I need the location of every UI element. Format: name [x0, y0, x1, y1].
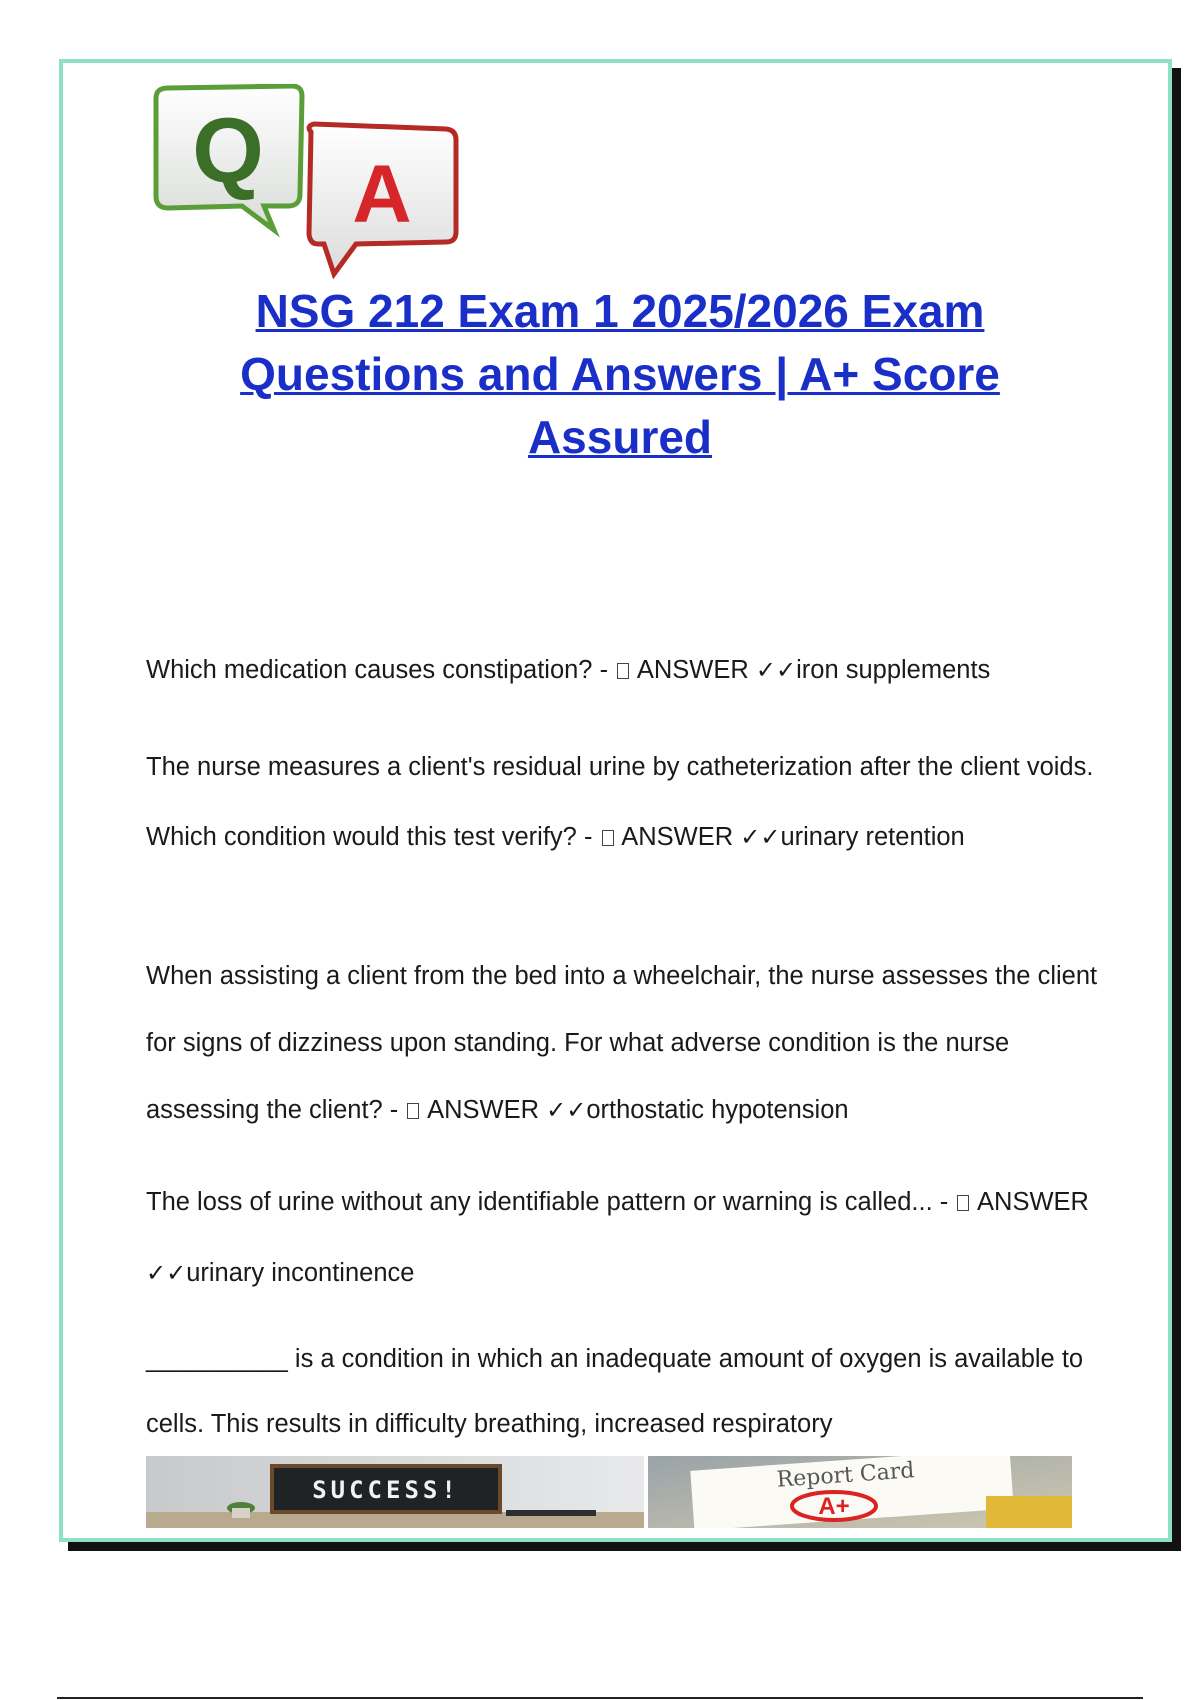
question-text: When assisting a client from the bed into a wheelchair, the nurse assesses the client for signs of dizziness upon standing. For what adverse condition is the nurse assessing the client? -: [146, 962, 1098, 1124]
double-check-icon: ✓✓: [146, 1259, 187, 1287]
missing-glyph-icon: [602, 830, 614, 846]
chalkboard-text: SUCCESS!: [312, 1476, 460, 1504]
answer-bubble-icon: [309, 124, 456, 274]
answer-label: ANSWER: [621, 823, 734, 851]
success-chalkboard-image: [146, 1456, 644, 1528]
answer-text: orthostatic hypotension: [586, 1096, 849, 1124]
missing-glyph-icon: [407, 1103, 419, 1119]
qa-item: [146, 943, 1106, 1144]
question-bubble-icon: [156, 86, 302, 230]
qa-item: [146, 652, 1106, 688]
qa-paragraph: [146, 943, 1106, 1144]
question-text: Which medication causes constipation? -: [146, 656, 609, 684]
question-text: The nurse measures a client's residual urine by catheterization after the client voids. Which condition would this test verify? -: [146, 753, 1094, 851]
answer-text: iron supplements: [796, 656, 991, 684]
report-card-grade: A+: [818, 1493, 850, 1520]
qa-logo: [146, 84, 476, 284]
answer-text: urinary retention: [780, 823, 965, 851]
report-card-text: Report Card: [775, 1458, 916, 1493]
document-title[interactable]: NSG 212 Exam 1 2025/2026 Exam Questions and Answers | A+ Score Assured: [240, 285, 1000, 463]
question-text: The loss of urine without any identifiable pattern or warning is called... -: [146, 1188, 949, 1216]
double-check-icon: ✓✓: [740, 823, 781, 851]
qa-paragraph: [146, 1167, 1106, 1309]
double-check-icon: ✓✓: [755, 656, 797, 684]
qa-item: [146, 1167, 1106, 1309]
logo-q-letter: Q: [192, 100, 264, 202]
logo-a-letter: A: [352, 149, 412, 240]
qa-item: [146, 1327, 1106, 1457]
double-check-icon: ✓✓: [546, 1096, 587, 1124]
answer-label: ANSWER: [427, 1096, 540, 1124]
missing-glyph-icon: [957, 1195, 969, 1211]
footer-images: [146, 1456, 1072, 1528]
qa-paragraph: [146, 1327, 1106, 1457]
answer-label: ANSWER: [977, 1188, 1089, 1216]
qa-item: [146, 732, 1106, 872]
answer-label: ANSWER: [636, 656, 749, 684]
bottom-divider: [57, 1697, 1143, 1699]
missing-glyph-icon: [617, 663, 629, 679]
report-card-image: [648, 1456, 1072, 1528]
qa-paragraph: [146, 652, 1106, 688]
answer-text: urinary incontinence: [186, 1259, 415, 1287]
qa-paragraph: [146, 732, 1106, 872]
question-text: __________ is a condition in which an inadequate amount of oxygen is available to cells. This results in difficulty breathing, increased respiratory: [146, 1345, 1084, 1438]
